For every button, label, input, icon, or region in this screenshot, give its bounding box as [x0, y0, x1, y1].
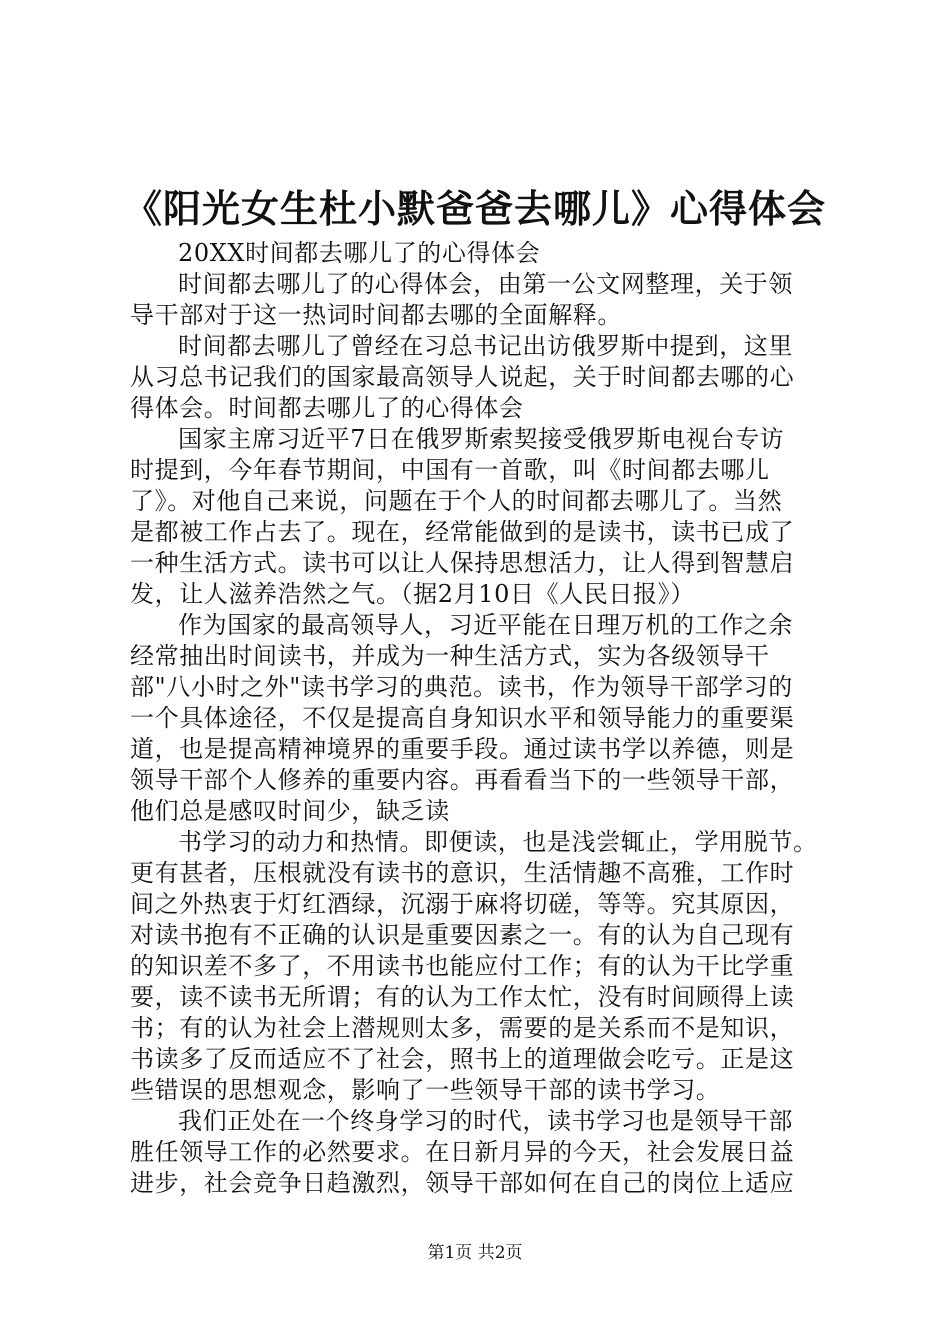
page-footer: 第1页 共2页	[427, 1243, 523, 1263]
body-line: 的知识差不多了，不用读书也能应付工作；有的认为干比学重	[130, 952, 795, 980]
body-line: 国家主席习近平7日在俄罗斯索契接受俄罗斯电视台专访	[178, 425, 785, 453]
body-line: 要，读不读书无所谓；有的认为工作太忙，没有时间顾得上读	[130, 983, 795, 1011]
body-line: 导干部对于这一热词时间都去哪的全面解释。	[130, 301, 622, 329]
body-line: 20XX时间都去哪儿了的心得体会	[178, 239, 541, 267]
body-line: 一种生活方式。读书可以让人保持思想活力，让人得到智慧启	[130, 549, 795, 577]
body-line: 胜任领导工作的必然要求。在日新月异的今天，社会发展日益	[130, 1138, 795, 1166]
body-line: 是都被工作占去了。现在，经常能做到的是读书，读书已成了	[130, 518, 795, 546]
body-line: 作为国家的最高领导人，习近平能在日理万机的工作之余	[178, 611, 793, 639]
body-line: 对读书抱有不正确的认识是重要因素之一。有的认为自己现有	[130, 921, 795, 949]
body-line: 时提到，今年春节期间，中国有一首歌，叫《时间都去哪儿	[130, 456, 770, 484]
body-line: 书读多了反而适应不了社会，照书上的道理做会吃亏。正是这	[130, 1045, 795, 1073]
body-line: 从习总书记我们的国家最高领导人说起，关于时间都去哪的心	[130, 363, 795, 391]
body-line: 书学习的动力和热情。即便读，也是浅尝辄止，学用脱节。	[178, 828, 818, 856]
body-line: 得体会。时间都去哪儿了的心得体会	[130, 394, 524, 422]
body-line: 部"八小时之外"读书学习的典范。读书，作为领导干部学习的	[130, 673, 793, 701]
document-body	[130, 238, 840, 1199]
body-line: 他们总是感叹时间少，缺乏读	[130, 797, 450, 825]
body-line: 时间都去哪儿了的心得体会，由第一公文网整理，关于领	[178, 270, 793, 298]
body-line: 一个具体途径，不仅是提高自身知识水平和领导能力的重要渠	[130, 704, 795, 732]
body-line: 发，让人滋养浩然之气。（据2月10日《人民日报》）	[130, 580, 695, 608]
body-line: 经常抽出时间读书，并成为一种生活方式，实为各级领导干	[130, 642, 770, 670]
body-line: 领导干部个人修养的重要内容。再看看当下的一些领导干部，	[130, 766, 795, 794]
body-line: 更有甚者，压根就没有读书的意识，生活情趣不高雅，工作时	[130, 859, 795, 887]
document-title: 《阳光女生杜小默爸爸去哪儿》心得体会	[123, 186, 826, 231]
body-line: 书；有的认为社会上潜规则太多，需要的是关系而不是知识，	[130, 1014, 795, 1042]
body-line: 间之外热衷于灯红酒绿，沉溺于麻将切磋，等等。究其原因，	[130, 890, 795, 918]
body-line: 时间都去哪儿了曾经在习总书记出访俄罗斯中提到，这里	[178, 332, 793, 360]
body-line: 我们正处在一个终身学习的时代，读书学习也是领导干部	[178, 1107, 793, 1135]
body-line: 些错误的思想观念，影响了一些领导干部的读书学习。	[130, 1076, 721, 1104]
body-line: 道，也是提高精神境界的重要手段。通过读书学以养德，则是	[130, 735, 795, 763]
body-line: 进步，社会竞争日趋激烈，领导干部如何在自己的岗位上适应	[130, 1169, 795, 1197]
body-line: 了》。对他自己来说，问题在于个人的时间都去哪儿了。当然	[130, 487, 783, 515]
